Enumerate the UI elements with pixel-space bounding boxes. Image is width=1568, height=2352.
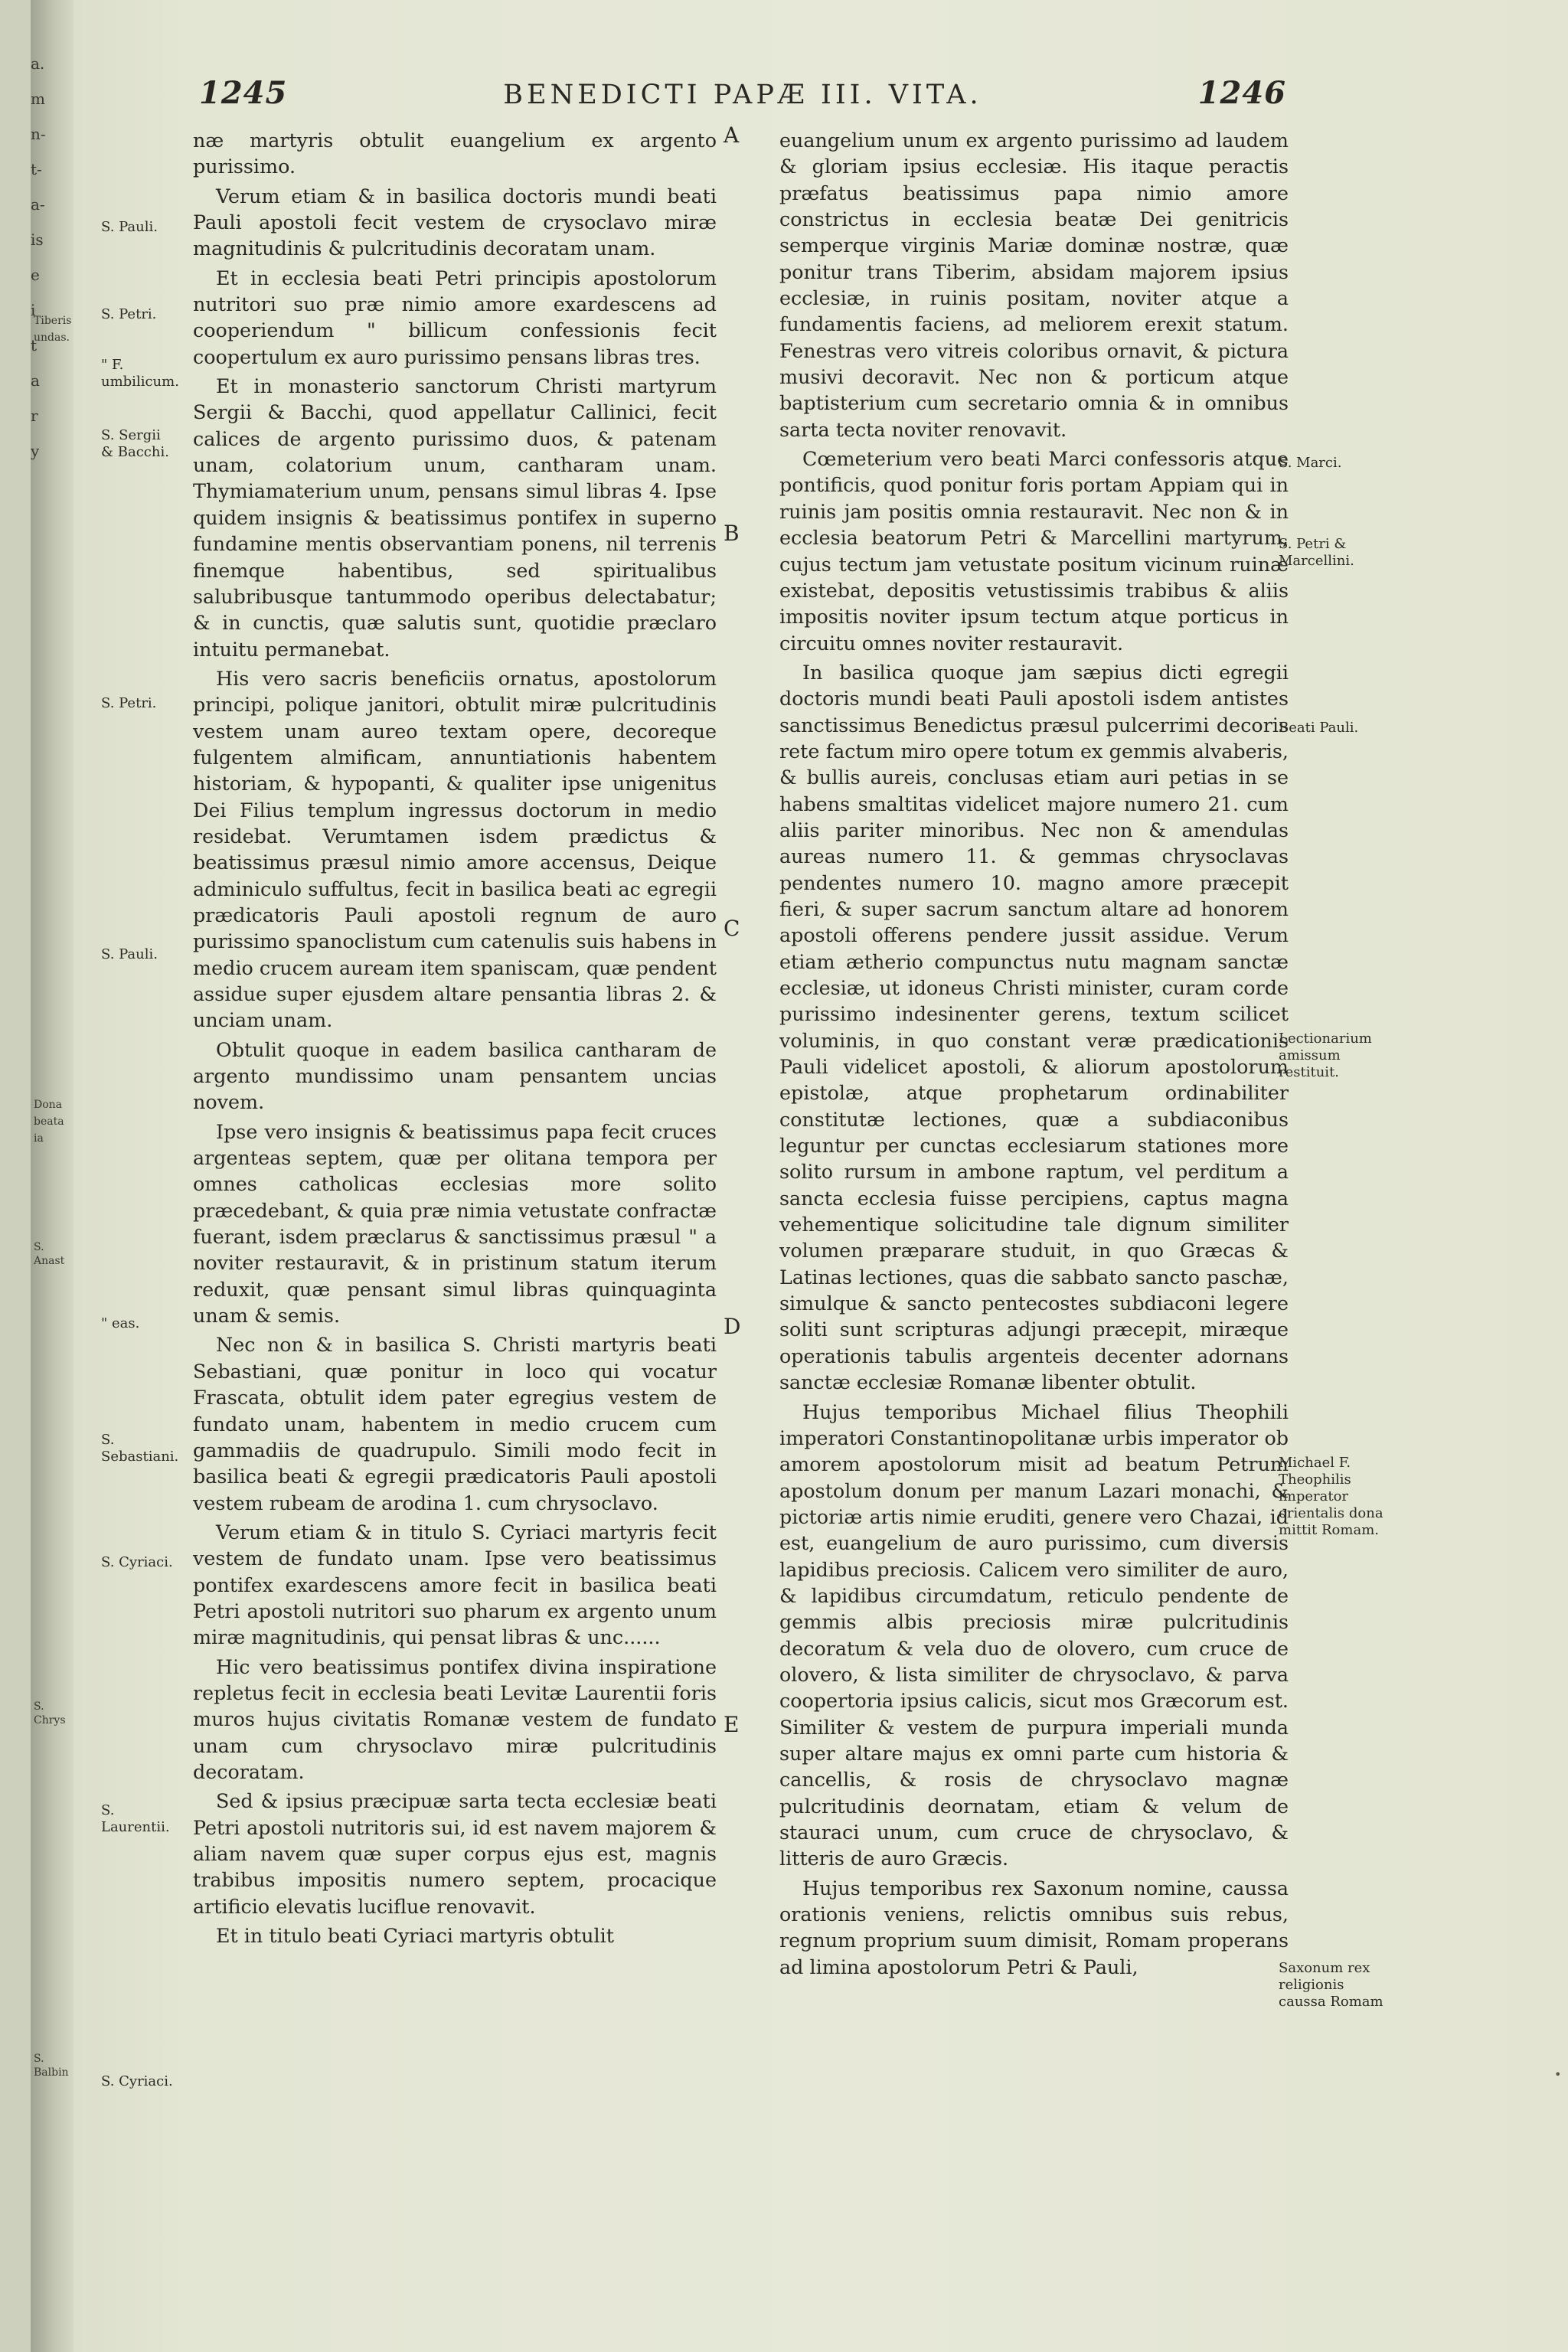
- edge-fragment: m: [31, 90, 45, 108]
- paragraph: næ martyris obtulit euangelium ex argento purissimo.: [193, 129, 717, 178]
- paragraph: Et in ecclesia beati Petri principis apostolorum nutritori suo præ nimio amore exardescens ad cooperiendum " billicum confessionis fecit coopertulum ex auro purissimo pensans libras tres.: [193, 266, 717, 368]
- book-page: [31, 0, 1568, 2352]
- paragraph: Hic vero beatissimus pontifex divina inspiratione repletus fecit in ecclesia beati Levitæ Laurentii foris muros hujus civitatis Romanæ vestem de fundato unam cum chrysoclavo miræ pulcritudinis decoratam.: [193, 1655, 717, 1783]
- left-column: [193, 127, 717, 1952]
- margin-note: Beati Pauli.: [1279, 720, 1359, 736]
- paragraph: In basilica quoque jam sæpius dicti egregii doctoris mundi beati Pauli apostoli isdem antistes sanctissimus Benedictus præsul pulcerrimi decoris rete factum miro opere totum ex gemmis alvaberis, & bullis aureis, conclusas etiam auri petias in se habens smaltitas videlicet majore numero 21. cum aliis pariter minoribus. Nec non & amendulas aureas numero 11. & gemmas chrysoclavas pendentes numero 10. magno amore præcepit fieri, & super sacrum sanctum altare ad honorem apostoli offerens pendere jussit assidue. Verum etiam ætherio compunctus nutu magnam sanctæ ecclesiæ, ut idoneus Christi minister, curam corde purissimo indesinenter gerens, textum scilicet voluminis, in quo constant veræ prædicationis Pauli videlicet apostoli, & aliorum apostolorum epistolæ, atque prophetarum ordinabiliter constitutæ lectiones, quæ a subdiaconibus leguntur per cunctas ecclesiarum stationes more solito rursum in ambone raptum, vel perditum a sancta ecclesia fuisse percipiens, captus magna vehementique solicitudine tale dignum similiter volumen præparare studuit, in quo Græcas & Latinas lectiones, quas die sabbato sancto paschæ, simulque & sancto pentecostes subdiaconi legere soliti sunt scripturas adjungi præcepit, miræque operationis tabulis argenteis decenter adornans sanctæ ecclesiæ Romanæ libenter obtulit.: [779, 660, 1289, 1394]
- section-letter: C: [724, 916, 740, 941]
- previous-page-edge: [31, 46, 54, 469]
- margin-note: S. Cyriaci.: [101, 1554, 173, 1570]
- edge-fragment: y: [31, 442, 40, 460]
- paragraph: Sed & ipsius præcipuæ sarta tecta ecclesiæ beati Petri apostoli nutritoris sui, id est navem majorem & aliam navem quæ super corpus ejus est, magnis trabibus impositis numero septem, procacique artificio elevatis luciflue renovavit.: [193, 1789, 717, 1918]
- paragraph: Obtulit quoque in eadem basilica cantharam de argento mundissimo unam pensantem uncias novem.: [193, 1037, 717, 1114]
- paragraph: Nec non & in basilica S. Christi martyris beati Sebastiani, quæ ponitur in loco qui vocatur Frascata, obtulit idem pater egregius vestem de fundato unam, habentem in medio crucem cum gammadiis de quadrupulo. Simili modo fecit in basilica beati & egregii prædicatoris Pauli apostoli vestem rubeam de arodina 1. cum chrysoclavo.: [193, 1333, 717, 1514]
- running-head: [199, 75, 1286, 121]
- margin-note: S. Cyriaci.: [101, 2073, 173, 2089]
- margin-note: " F. umbilicum.: [101, 357, 179, 390]
- previous-page-note: undas.: [34, 332, 70, 344]
- edge-fragment: a-: [31, 195, 45, 214]
- paragraph: Hujus temporibus rex Saxonum nomine, caussa orationis veniens, relictis omnibus suis rebus, regnum proprium suum dimisit, Romam properans ad limina apostolorum Petri & Pauli,: [779, 1876, 1289, 1978]
- left-page-number: 1245: [199, 75, 288, 111]
- margin-note: S. Pauli.: [101, 219, 158, 235]
- section-letter: B: [724, 521, 740, 546]
- edge-fragment: t: [31, 336, 38, 354]
- ink-spot: •: [1554, 2067, 1562, 2082]
- running-title: BENEDICTI PAPÆ III. VITA.: [503, 80, 982, 110]
- paragraph: Verum etiam & in titulo S. Cyriaci martyris fecit vestem de fundato unam. Ipse vero beatissimus pontifex exardescens amore fecit in basilica beati Petri apostoli nutritori suo pharum ex argento unum miræ magnitudinis, qui pensat libras & unc......: [193, 1520, 717, 1649]
- right-column: [779, 127, 1289, 1983]
- edge-fragment: e: [31, 266, 40, 284]
- previous-page-note: S. Balbin: [34, 2053, 69, 2079]
- margin-note: S. Petri & Marcellini.: [1279, 536, 1354, 569]
- edge-fragment: a: [31, 371, 40, 390]
- margin-note: S. Petri.: [101, 695, 157, 711]
- paragraph: Et in titulo beati Cyriaci martyris obtulit: [216, 1924, 614, 1948]
- paragraph: Verum etiam & in basilica doctoris mundi beati Pauli apostoli fecit vestem de crysoclavo miræ magnitudinis & pulcritudinis decoratam unam.: [193, 184, 717, 260]
- section-letter: D: [724, 1314, 741, 1339]
- section-letter: A: [724, 122, 740, 148]
- margin-note: S. Pauli.: [101, 946, 158, 962]
- paragraph: Hujus temporibus Michael filius Theophili imperatori Constantinopolitanæ urbis imperator ob amorem apostolorum misit ad beatum Petrum apostolum donum per manum Lazari monachi, & pictoriæ artis nimie eruditi, genere vero Chazai, id est, euangelium de auro purissimo, cum diversis lapidibus preciosis. Calicem vero similiter de auro, & lapidibus circumdatum, reticulo pendente de gemmis albis preciosis miræ pulcritudinis decoratum & vela duo de olovero, cum cruce de olovero, & lista similiter de chrysoclavo, & parva coopertoria ipsius calicis, sicut mos Græcorum est. Similiter & vestem de purpura imperiali munda super altare majus ex omni parte cum historia & cancellis, & rosis de chrysoclavo magnæ pulcritudinis deornatam, etiam & velum de stauraci unum, cum cruce de chrysoclavo, & litteris de auro Græcis.: [779, 1400, 1289, 1870]
- edge-fragment: a.: [31, 54, 45, 73]
- edge-fragment: i: [31, 301, 36, 319]
- paragraph: euangelium unum ex argento purissimo ad laudem & gloriam ipsius ecclesiæ. His itaque peractis præfatus beatissimus papa nimio amore constrictus in ecclesia beatæ Dei genitricis semperque virginis Mariæ dominæ nostræ, quæ ponitur trans Tiberim, absidam majorem ipsius ecclesiæ, in ruinis positam, noviter atque a fundamentis faciens, ad meliorem erexit statum. Fenestras vero vitreis coloribus ornavit, & pictura musivi decoravit. Nec non & porticum atque baptisterium cum secretario omnia & in omnibus sarta tecta noviter renovavit.: [779, 129, 1289, 441]
- paragraph: His vero sacris beneficiis ornatus, apostolorum principi, polique janitori, obtulit miræ pulcritudinis vestem unam aureo textam opere, decoreque fulgentem almificam, annuntiationis habentem historiam, & hypopanti, & qualiter ipse unigenitus Dei Filius templum ingressus doctorum in medio residebat. Verumtamen isdem prædictus & beatissimus præsul nimio amore accensus, Deique adminiculo suffultus, fecit in basilica beati ac egregii prædicatoris Pauli apostoli regnum de auro purissimo spanoclistum cum catenulis suis habens in medio crucem auream item spaniscam, quæ pendent assidue super ejusdem altare pensantia libras 2. & unciam unam.: [193, 666, 717, 1032]
- paragraph: Ipse vero insignis & beatissimus papa fecit cruces argenteas septem, quæ per olitana tempora per omnes catholicas ecclesias more solito præcedebant, & quia præ nimia vetustate confractæ fuerant, isdem præclarus & sanctissimus præsul " a noviter restauravit, & in pristinum statum iterum reduxit, quæ pensant simul libras quinquaginta unam & semis.: [193, 1119, 717, 1328]
- margin-note: S. Sergii & Bacchi.: [101, 427, 169, 460]
- margin-note: S. Marci.: [1279, 455, 1342, 471]
- edge-fragment: r: [31, 407, 38, 425]
- previous-page-note: Dona: [34, 1099, 63, 1111]
- previous-page-note: ia: [34, 1132, 44, 1145]
- section-letter: E: [724, 1712, 740, 1737]
- margin-note: Saxonum rex religionis caussa Romam: [1279, 1960, 1383, 2010]
- right-page-number: 1246: [1197, 75, 1286, 111]
- margin-note: Lectionarium amissum restituit.: [1279, 1031, 1372, 1080]
- edge-fragment: t-: [31, 160, 42, 178]
- margin-note: Michael F. Theophilis imperator orientalis dona mittit Romam.: [1279, 1455, 1383, 1538]
- margin-note: " eas.: [101, 1315, 140, 1331]
- margin-note: S. Sebastiani.: [101, 1432, 179, 1465]
- margin-note: S. Laurentii.: [101, 1802, 170, 1835]
- previous-page-note: S. Chrys: [34, 1700, 66, 1726]
- previous-page-note: S. Anast: [34, 1241, 65, 1267]
- paragraph: Et in monasterio sanctorum Christi martyrum Sergii & Bacchi, quod appellatur Callinici, fecit calices de argento purissimo duos, & patenam unam, colatorium unum, cantharam unam. Thymiamaterium unum, pensans simul libras 4. Ipse quidem insignis & beatissimus pontifex in superno fundamine mentis observantiam ponens, nil terrenis finemque habentibus, sed spiritualibus salubribusque tantummodo operibus delectabatur; & in cunctis, quæ salutis sunt, quotidie præclaro intuitu permanebat.: [193, 374, 717, 661]
- margin-note: S. Petri.: [101, 306, 157, 322]
- previous-page-note: Tiberis: [34, 315, 72, 327]
- edge-fragment: is: [31, 230, 44, 249]
- previous-page-note: beata: [34, 1116, 64, 1128]
- paragraph: Cœmeterium vero beati Marci confessoris atque pontificis, quod ponitur foris portam Appiam qui in ruinis jam positis omnia restauravit. Nec non & in ecclesia beatorum Petri & Marcellini martyrum, cujus tectum jam vetustate positum vicinum ruinæ existebat, depositis vetustissimis trabibus & aliis impositis noviter ipsum tectum atque porticus in circuitu omnes noviter restauravit.: [779, 447, 1289, 655]
- edge-fragment: n-: [31, 125, 46, 143]
